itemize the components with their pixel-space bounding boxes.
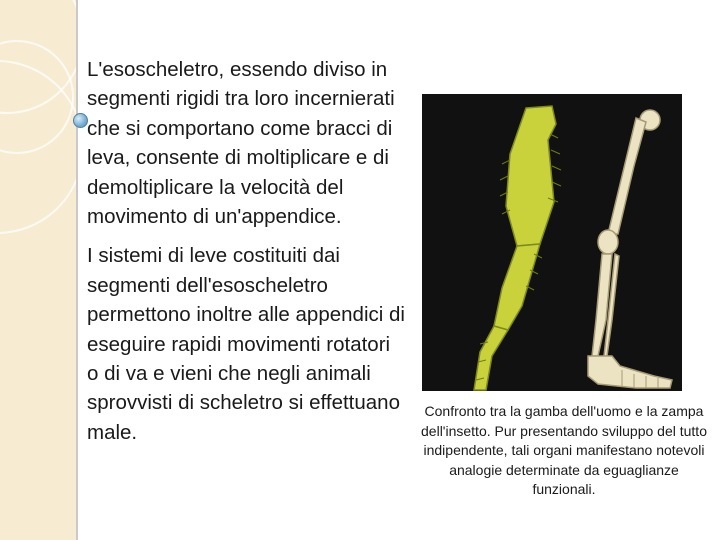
leg-comparison-illustration [422, 94, 682, 391]
paragraph-exoskeleton-levers: L'esoscheletro, essendo diviso in segmenti rigidi tra loro incernierati che si comportano come bracci di leva, consente di moltiplicare e di demoltiplicare la velocità del movimento di un'appendice. [87, 58, 395, 229]
paragraph-lever-systems: I sistemi di leve costituiti dai segmenti dell'esoscheletro permettono inoltre alle appendici di eseguire rapidi movimenti rotatori o di va e vieni che negli animali sprovvisti di scheletro si effettuano male. [87, 244, 405, 444]
figure-caption: Confronto tra la gamba dell'uomo e la zampa dell'insetto. Pur presentando sviluppo del tutto indipendente, tali organi manifestano notevoli analogie determinate da eguaglianze funzionali. [421, 403, 707, 497]
body-text [87, 55, 407, 447]
leg-comparison-figure [422, 94, 682, 391]
sidebar-divider [76, 0, 78, 540]
bullet-icon [73, 113, 88, 128]
knee-joint [598, 230, 618, 254]
figure-background [422, 94, 682, 391]
decorative-sidebar [0, 0, 78, 540]
